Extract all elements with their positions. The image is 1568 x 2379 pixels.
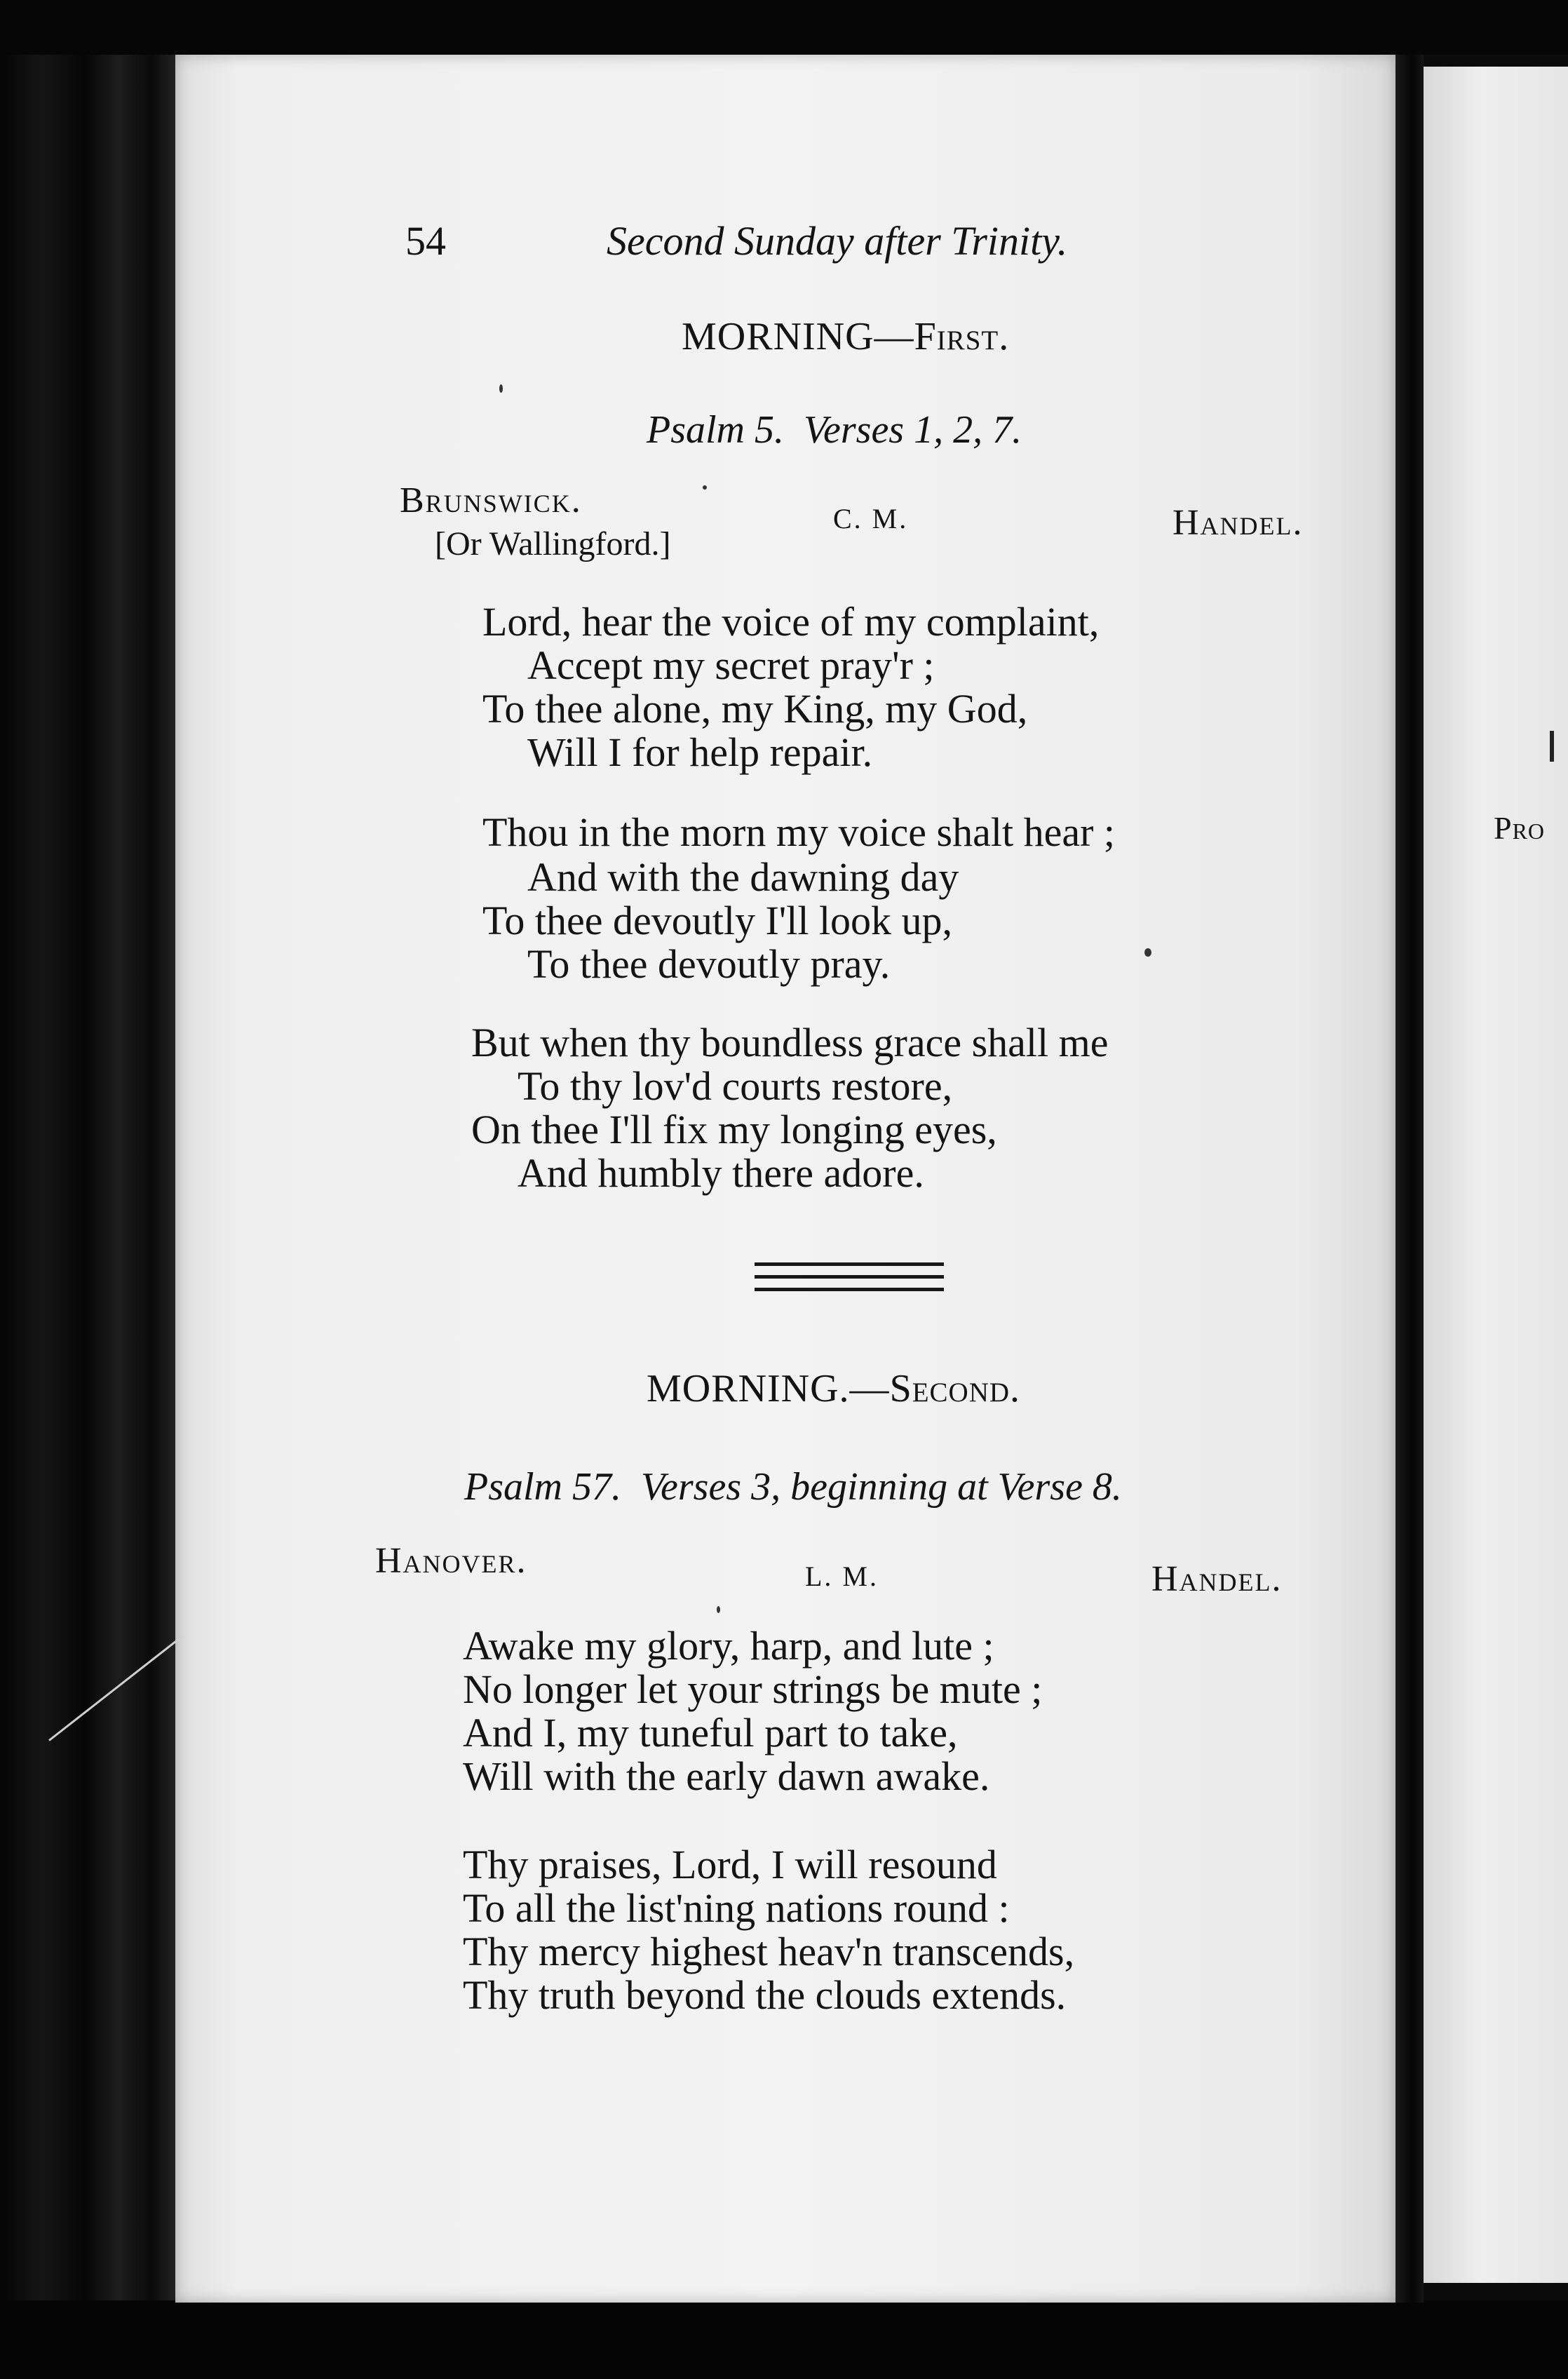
tune-name: Hanover. <box>375 1541 527 1581</box>
verse-line: But when thy boundless grace shall me <box>471 1020 1109 1065</box>
tune-name: Brunswick. <box>400 480 582 520</box>
scan-border-top <box>0 0 1568 55</box>
running-title: Second Sunday after Trinity. <box>607 218 1068 264</box>
psalm-number: Psalm 5. <box>647 408 784 452</box>
verse-line: Thy mercy highest heav'n transcends, <box>463 1929 1075 1974</box>
verse-line: To thee alone, my King, my God, <box>482 686 1028 732</box>
section-heading-morning-first <box>682 317 1009 356</box>
page-number: 54 <box>405 218 446 264</box>
verse-line: Thou in the morn my voice shalt hear ; <box>482 809 1116 855</box>
section-heading-sub: Second. <box>889 1367 1021 1410</box>
verse-line: Thy truth beyond the clouds extends. <box>463 1972 1067 2018</box>
scan-speck <box>1144 948 1151 957</box>
verse-line: To thee devoutly pray. <box>527 941 891 987</box>
verse-line: To thy lov'd courts restore, <box>518 1063 953 1109</box>
verse-line: Thy praises, Lord, I will resound <box>463 1842 997 1887</box>
section-divider-rule <box>755 1288 944 1291</box>
facing-page-fragment: Pro <box>1494 810 1546 846</box>
section-heading-morning-second <box>647 1369 1020 1408</box>
section-divider-rule <box>755 1262 944 1266</box>
meter: L. M. <box>805 1561 879 1592</box>
psalm-reference <box>647 410 1022 450</box>
psalm-number: Psalm 57. <box>464 1465 621 1509</box>
composer: Handel. <box>1151 1559 1283 1599</box>
verses-reference: Verses 1, 2, 7. <box>804 408 1022 452</box>
verse-line: Will with the early dawn awake. <box>463 1753 990 1799</box>
verse-line: To all the list'ning nations round : <box>463 1885 1010 1931</box>
verse-line: Accept my secret pray'r ; <box>527 642 935 688</box>
section-heading-main: MORNING— <box>682 315 914 358</box>
verse-line: Lord, hear the voice of my complaint, <box>482 599 1100 645</box>
scan-border-left <box>0 0 175 2379</box>
scan-speck <box>717 1606 720 1613</box>
composer: Handel. <box>1172 503 1304 543</box>
verse-line: And humbly there adore. <box>518 1150 924 1196</box>
facing-page-mark <box>1550 731 1554 762</box>
meter: C. M. <box>833 503 909 534</box>
verse-line: No longer let your strings be mute ; <box>463 1666 1043 1712</box>
section-heading-sub: First. <box>914 315 1010 358</box>
section-divider-rule <box>755 1275 944 1279</box>
verse-line: Will I for help repair. <box>527 729 873 775</box>
verse-line: And I, my tuneful part to take, <box>463 1710 958 1755</box>
verse-line: On thee I'll fix my longing eyes, <box>471 1107 997 1152</box>
verse-line: Awake my glory, harp, and lute ; <box>463 1623 994 1669</box>
facing-page <box>1424 67 1568 2283</box>
verses-reference: Verses 3, beginning at Verse 8. <box>641 1465 1122 1509</box>
verse-line: And with the dawning day <box>527 854 959 900</box>
scan-border-bottom <box>0 2300 1568 2379</box>
scan-speck <box>703 485 707 490</box>
psalm-reference <box>464 1467 1122 1507</box>
verse-line: To thee devoutly I'll look up, <box>482 898 953 943</box>
scan-speck <box>499 384 503 393</box>
book-gutter <box>1395 55 1424 2303</box>
alternate-tune: [Or Wallingford.] <box>435 525 671 562</box>
section-heading-main: MORNING.— <box>647 1367 890 1410</box>
